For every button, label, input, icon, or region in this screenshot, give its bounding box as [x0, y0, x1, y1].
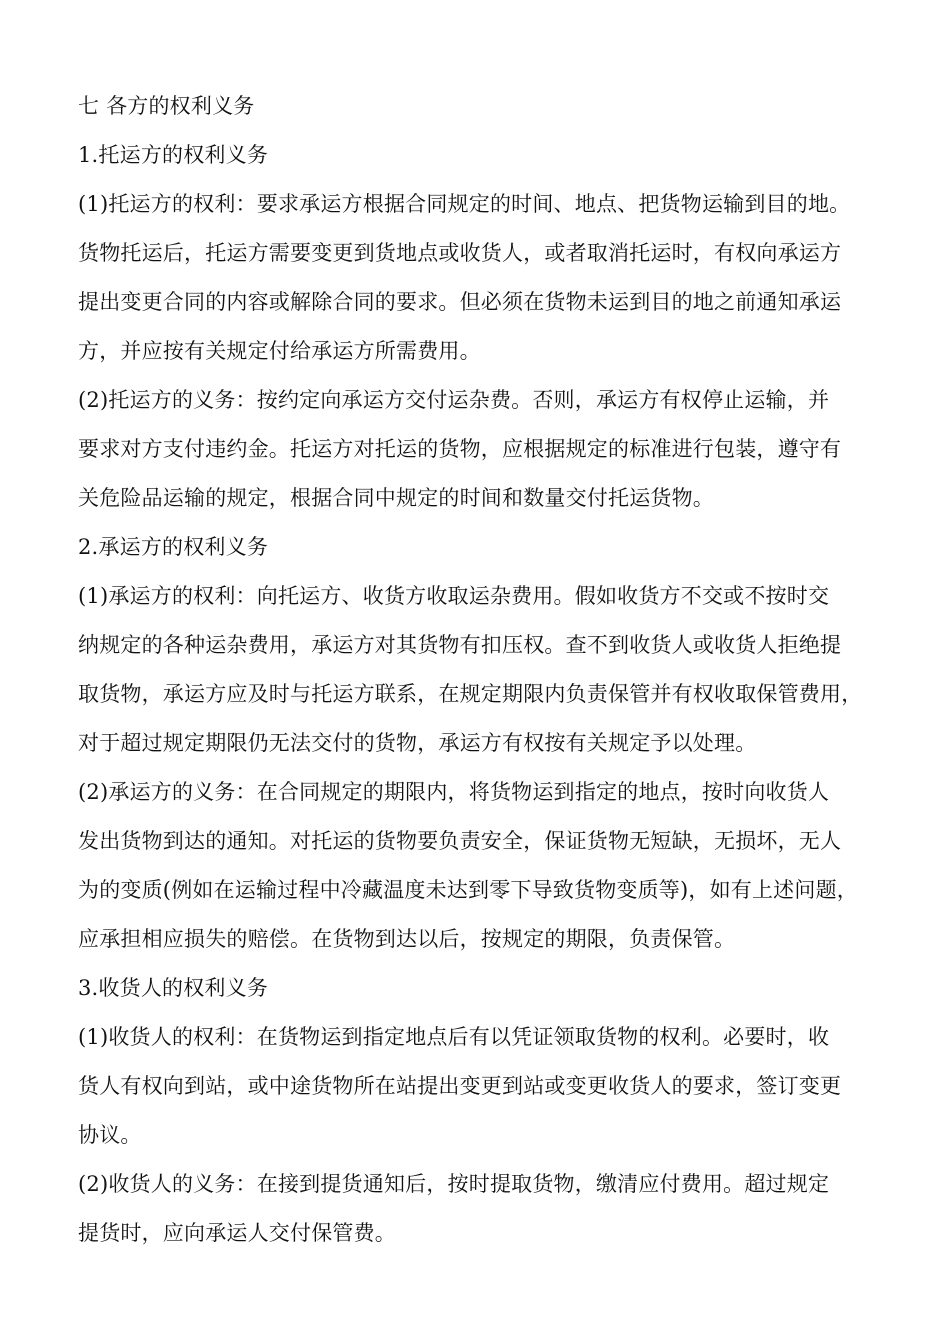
section-heading-3: 3.收货人的权利义务: [78, 976, 269, 1000]
text-line: 提货时，应向承运人交付保管费。: [78, 1221, 396, 1245]
section-heading-1: 1.托运方的权利义务: [78, 143, 269, 167]
text-line: (1)收货人的权利：在货物运到指定地点后有以凭证领取货物的权利。必要时，收: [78, 1025, 830, 1049]
text-line: 协议。: [78, 1123, 142, 1147]
text-line: (2)承运方的义务：在合同规定的期限内，将货物运到指定的地点，按时向收货人: [78, 780, 830, 804]
text-line: (2)收货人的义务：在接到提货通知后，按时提取货物，缴清应付费用。超过规定: [78, 1172, 830, 1196]
section-heading-2: 2.承运方的权利义务: [78, 535, 269, 559]
paragraph-shipper-rights: [78, 180, 898, 376]
text-line: 要求对方支付违约金。托运方对托运的货物，应根据规定的标准进行包装，遵守有: [78, 437, 842, 461]
text-line: (1)托运方的权利：要求承运方根据合同规定的时间、地点、把货物运输到目的地。: [78, 192, 851, 216]
paragraph-carrier-rights: [78, 572, 898, 768]
paragraph-shipper-obligations: [78, 376, 898, 523]
paragraph-consignee-rights: [78, 1013, 898, 1160]
section-title: 七 各方的权利义务: [78, 94, 255, 118]
text-line: 关危险品运输的规定，根据合同中规定的时间和数量交付托运货物。: [78, 486, 714, 510]
text-line: 发出货物到达的通知。对托运的货物要负责安全，保证货物无短缺，无损坏，无人: [78, 829, 842, 853]
text-line: 纳规定的各种运杂费用，承运方对其货物有扣压权。查不到收货人或收货人拒绝提: [78, 633, 842, 657]
document-body: [78, 82, 898, 1258]
text-line: 货人有权向到站，或中途货物所在站提出变更到站或变更收货人的要求，签订变更: [78, 1074, 842, 1098]
text-line: 应承担相应损失的赔偿。在货物到达以后，按规定的期限，负责保管。: [78, 927, 736, 951]
text-line: 对于超过规定期限仍无法交付的货物，承运方有权按有关规定予以处理。: [78, 731, 757, 755]
text-line: 取货物，承运方应及时与托运方联系，在规定期限内负责保管并有权收取保管费用，: [78, 682, 863, 706]
text-line: 提出变更合同的内容或解除合同的要求。但必须在货物未运到目的地之前通知承运: [78, 290, 842, 314]
text-line: 货物托运后，托运方需要变更到货地点或收货人，或者取消托运时，有权向承运方: [78, 241, 842, 265]
text-line: (2)托运方的义务：按约定向承运方交付运杂费。否则，承运方有权停止运输，并: [78, 388, 830, 412]
paragraph-carrier-obligations: [78, 768, 898, 964]
paragraph-consignee-obligations: [78, 1160, 898, 1258]
text-line: 为的变质(例如在运输过程中冷藏温度未达到零下导致货物变质等)，如有上述问题，: [78, 878, 858, 902]
text-line: (1)承运方的权利：向托运方、收货方收取运杂费用。假如收货方不交或不按时交: [78, 584, 830, 608]
text-line: 方，并应按有关规定付给承运方所需费用。: [78, 339, 481, 363]
